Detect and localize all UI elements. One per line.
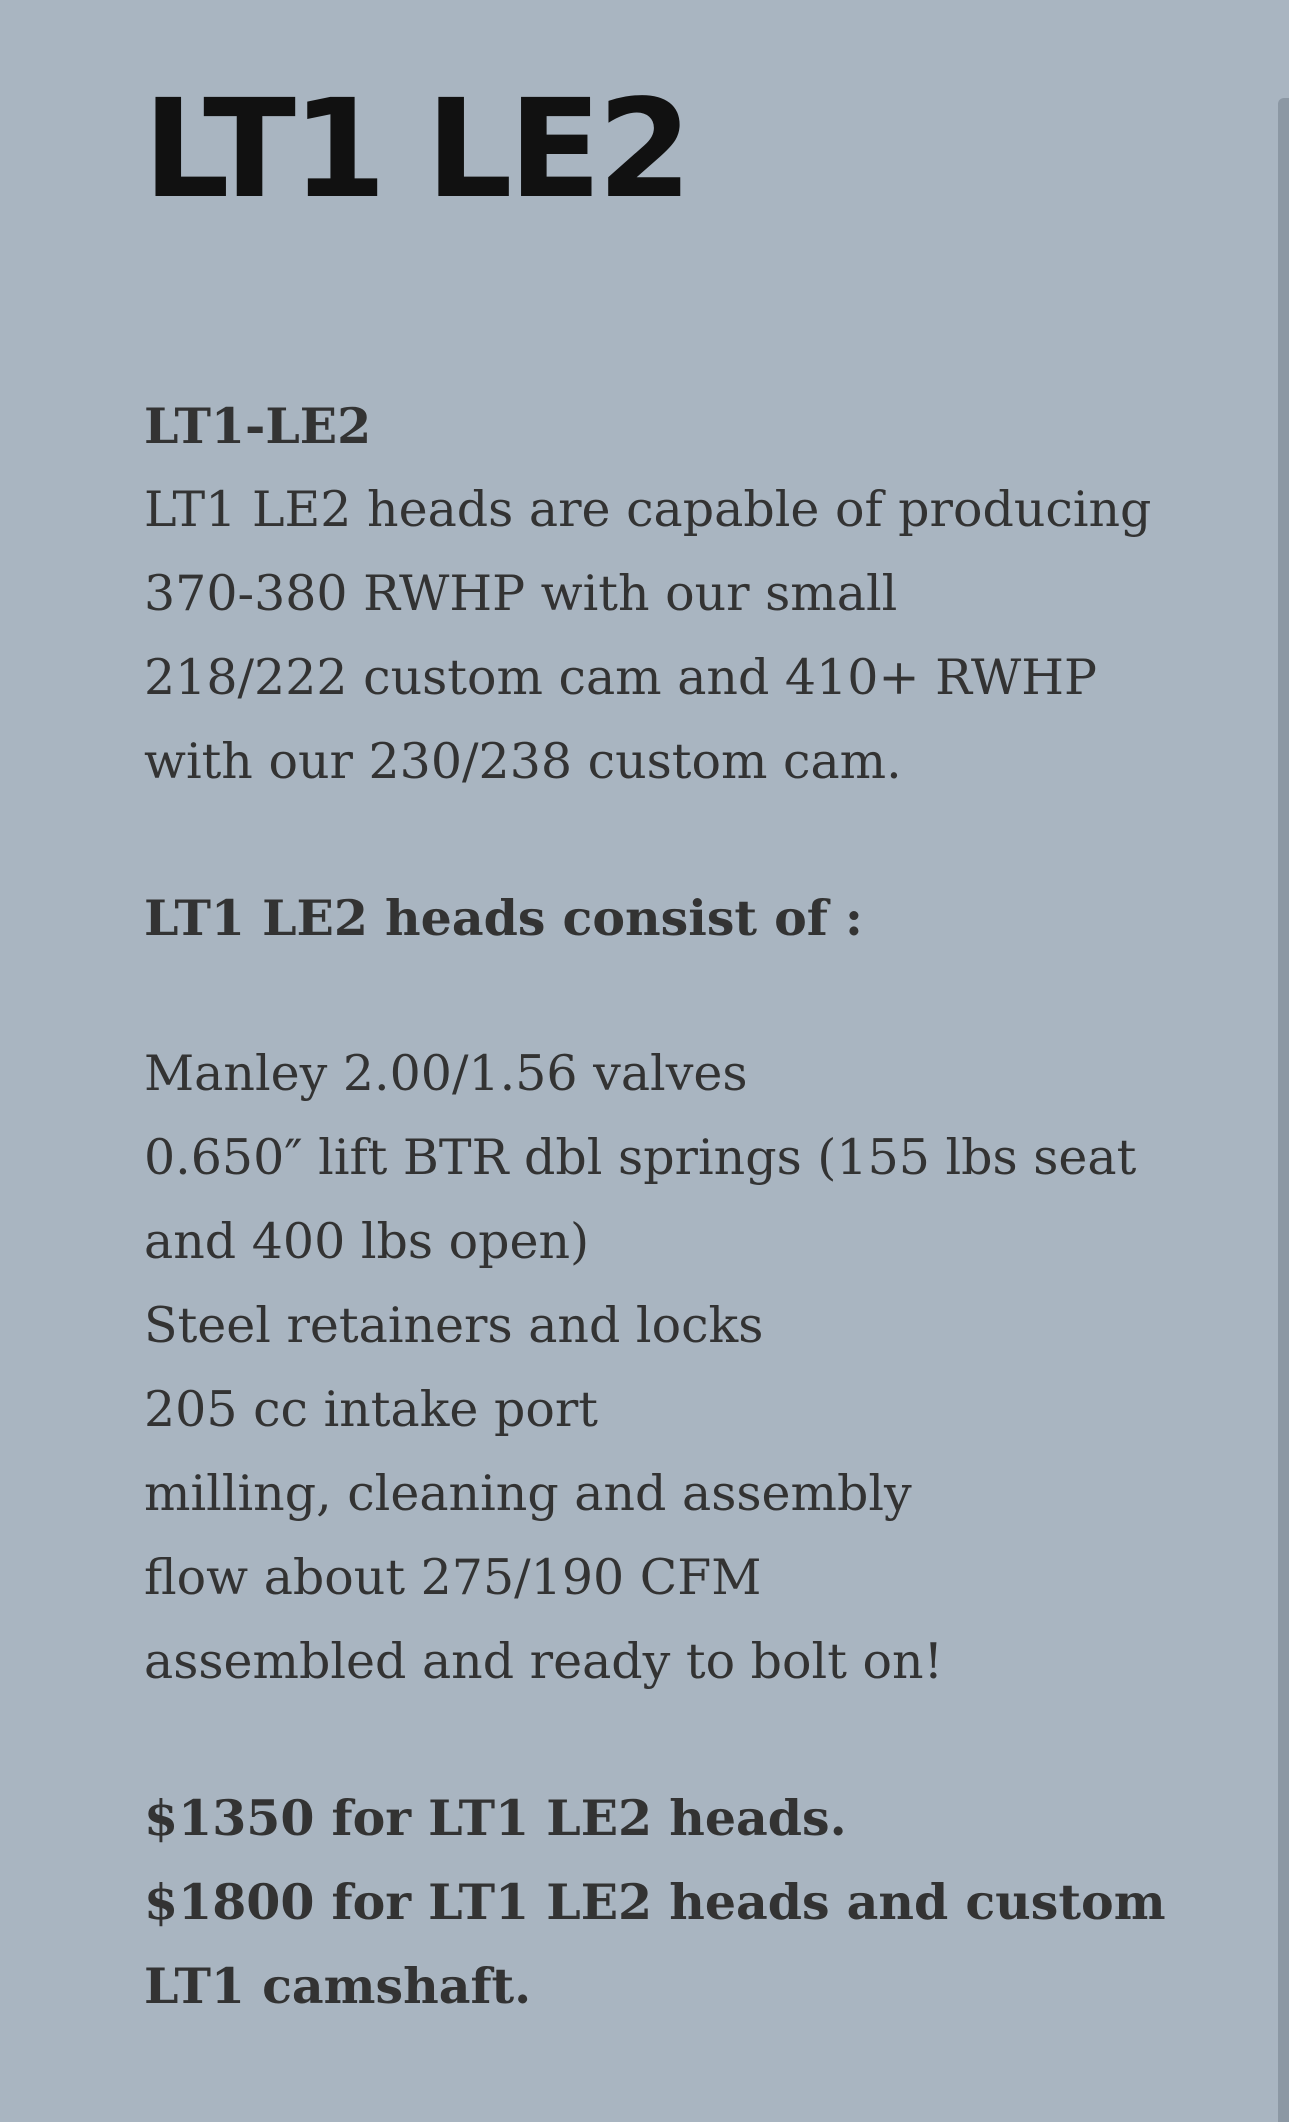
- feature-item: milling, cleaning and assembly: [144, 1465, 912, 1522]
- intro-paragraph: [144, 384, 1152, 804]
- article-content: [144, 384, 1166, 2028]
- consist-heading-paragraph: [144, 876, 1144, 960]
- features-list: [144, 1032, 1144, 1704]
- feature-item: and 400 lbs open): [144, 1213, 590, 1270]
- feature-item: 205 cc intake port: [144, 1381, 598, 1438]
- feature-item: assembled and ready to bolt on!: [144, 1633, 944, 1690]
- price-line: $1350 for LT1 LE2 heads.: [144, 1789, 847, 1847]
- feature-item: 0.650″ lift BTR dbl springs (155 lbs seat: [144, 1129, 1137, 1186]
- scrollbar[interactable]: [1278, 98, 1289, 2122]
- intro-line: 218/222 custom cam and 410+ RWHP: [144, 649, 1097, 706]
- pricing-paragraph: [144, 1776, 1166, 2028]
- page-title: LT1 LE2: [143, 71, 689, 229]
- consist-heading: LT1 LE2 heads consist of :: [144, 889, 864, 947]
- feature-item: Steel retainers and locks: [144, 1297, 764, 1354]
- price-line: LT1 camshaft.: [144, 1957, 532, 2015]
- feature-item: Manley 2.00/1.56 valves: [144, 1045, 748, 1102]
- intro-heading: LT1-LE2: [144, 397, 372, 455]
- price-line: $1800 for LT1 LE2 heads and custom: [144, 1873, 1166, 1931]
- intro-line: 370-380 RWHP with our small: [144, 565, 898, 622]
- feature-item: flow about 275/190 CFM: [144, 1549, 762, 1606]
- intro-line: with our 230/238 custom cam.: [144, 733, 902, 790]
- intro-line: LT1 LE2 heads are capable of producing: [144, 481, 1152, 538]
